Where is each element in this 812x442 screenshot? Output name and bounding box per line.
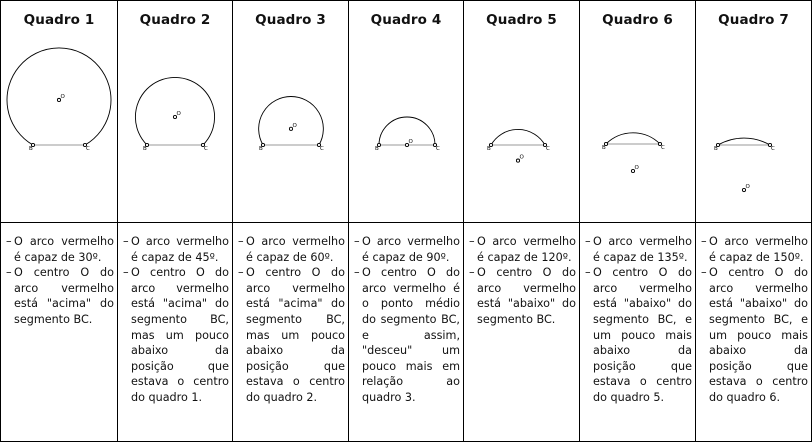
quadro-column bbox=[233, 0, 348, 442]
quadro-title: Quadro 4 bbox=[370, 12, 442, 28]
label-o: O bbox=[519, 154, 524, 161]
list-item: – O centro O do arco vermelho está "abaixo" do segmento BC, e um pouco mais abaixo da posição que estava o centro do quadro 5. bbox=[585, 266, 692, 404]
quadro-title: Quadro 5 bbox=[486, 12, 557, 28]
list-item: – O centro O do arco vermelho está "acima" do segmento BC, mas um pouco abaixo da posição que estava o centro do quadro 2. bbox=[238, 266, 345, 404]
label-c: C bbox=[204, 146, 208, 152]
label-o: O bbox=[60, 93, 65, 100]
arc-figure bbox=[118, 0, 232, 222]
quadro-title: Quadro 7 bbox=[718, 12, 789, 28]
list-item: – O centro O do arco vermelho está "acima" do segmento BC. bbox=[6, 266, 114, 326]
label-c: C bbox=[436, 146, 440, 152]
capable-arc bbox=[606, 133, 660, 144]
label-c: C bbox=[546, 146, 550, 152]
capable-arc bbox=[718, 138, 770, 145]
quadro-description bbox=[469, 234, 576, 328]
capable-arc bbox=[7, 48, 111, 145]
capable-arc bbox=[491, 129, 545, 145]
arc-figure bbox=[464, 0, 579, 222]
label-b: B bbox=[29, 146, 33, 152]
quadro-column bbox=[349, 0, 463, 442]
label-o: O bbox=[292, 122, 297, 129]
list-item: – O arco vermelho é capaz de 150º. bbox=[701, 235, 808, 264]
list-item: – O centro O do arco vermelho está "acima" do segmento BC, mas um pouco abaixo da posição que estava o centro do quadro 1. bbox=[123, 266, 229, 404]
list-item: – O arco vermelho é capaz de 60º. bbox=[238, 235, 345, 264]
label-c: C bbox=[771, 146, 775, 152]
list-item: – O arco vermelho é capaz de 30º. bbox=[6, 235, 114, 264]
list-item: – O centro O do arco vermelho está "abaixo" do segmento BC. bbox=[469, 266, 576, 326]
list-item: – O arco vermelho é capaz de 90º. bbox=[354, 235, 460, 264]
quadro-title: Quadro 3 bbox=[255, 12, 326, 28]
label-c: C bbox=[661, 145, 665, 151]
label-c: C bbox=[86, 146, 90, 152]
quadro-column bbox=[580, 0, 695, 442]
arc-figure bbox=[1, 0, 117, 222]
arc-figure bbox=[349, 0, 463, 222]
capable-arc bbox=[259, 97, 324, 145]
quadro-column bbox=[118, 0, 232, 442]
quadro-description bbox=[6, 234, 114, 328]
quadro-description bbox=[354, 234, 460, 406]
label-c: C bbox=[320, 146, 324, 152]
list-item: – O arco vermelho é capaz de 120º. bbox=[469, 235, 576, 264]
capable-arc bbox=[135, 77, 214, 145]
quadro-column bbox=[464, 0, 579, 442]
list-item: – O arco vermelho é capaz de 135º. bbox=[585, 235, 692, 264]
list-item: – O arco vermelho é capaz de 45º. bbox=[123, 235, 229, 264]
quadro-title: Quadro 6 bbox=[602, 12, 673, 28]
label-o: O bbox=[634, 165, 639, 171]
arc-figure bbox=[580, 0, 695, 222]
label-o: O bbox=[408, 139, 413, 145]
arc-figure bbox=[233, 0, 348, 222]
label-o: O bbox=[176, 111, 181, 117]
capable-arc bbox=[379, 117, 435, 145]
quadro-description bbox=[238, 234, 345, 406]
label-b: B bbox=[714, 146, 718, 152]
quadro-column bbox=[1, 0, 117, 442]
label-b: B bbox=[259, 146, 263, 152]
quadro-title: Quadro 2 bbox=[139, 12, 211, 28]
quadro-title: Quadro 1 bbox=[23, 12, 95, 28]
label-b: B bbox=[602, 145, 606, 151]
list-item: – O centro O do arco vermelho está "abaixo" do segmento BC, e um pouco mais abaixo da posição que estava o centro do quadro 6. bbox=[701, 266, 808, 404]
quadro-column bbox=[696, 0, 811, 442]
label-o: O bbox=[745, 184, 750, 191]
arc-figure bbox=[696, 0, 811, 222]
list-item: – O centro O do arco vermelho é o ponto médio do segmento BC, e assim, "desceu" um pouco mais em relação ao quadro 3. bbox=[354, 266, 460, 404]
quadro-description bbox=[123, 234, 229, 406]
quadro-description bbox=[701, 234, 808, 406]
quadro-description bbox=[585, 234, 692, 406]
label-b: B bbox=[375, 146, 379, 152]
label-b: B bbox=[487, 146, 491, 152]
label-b: B bbox=[143, 146, 147, 152]
